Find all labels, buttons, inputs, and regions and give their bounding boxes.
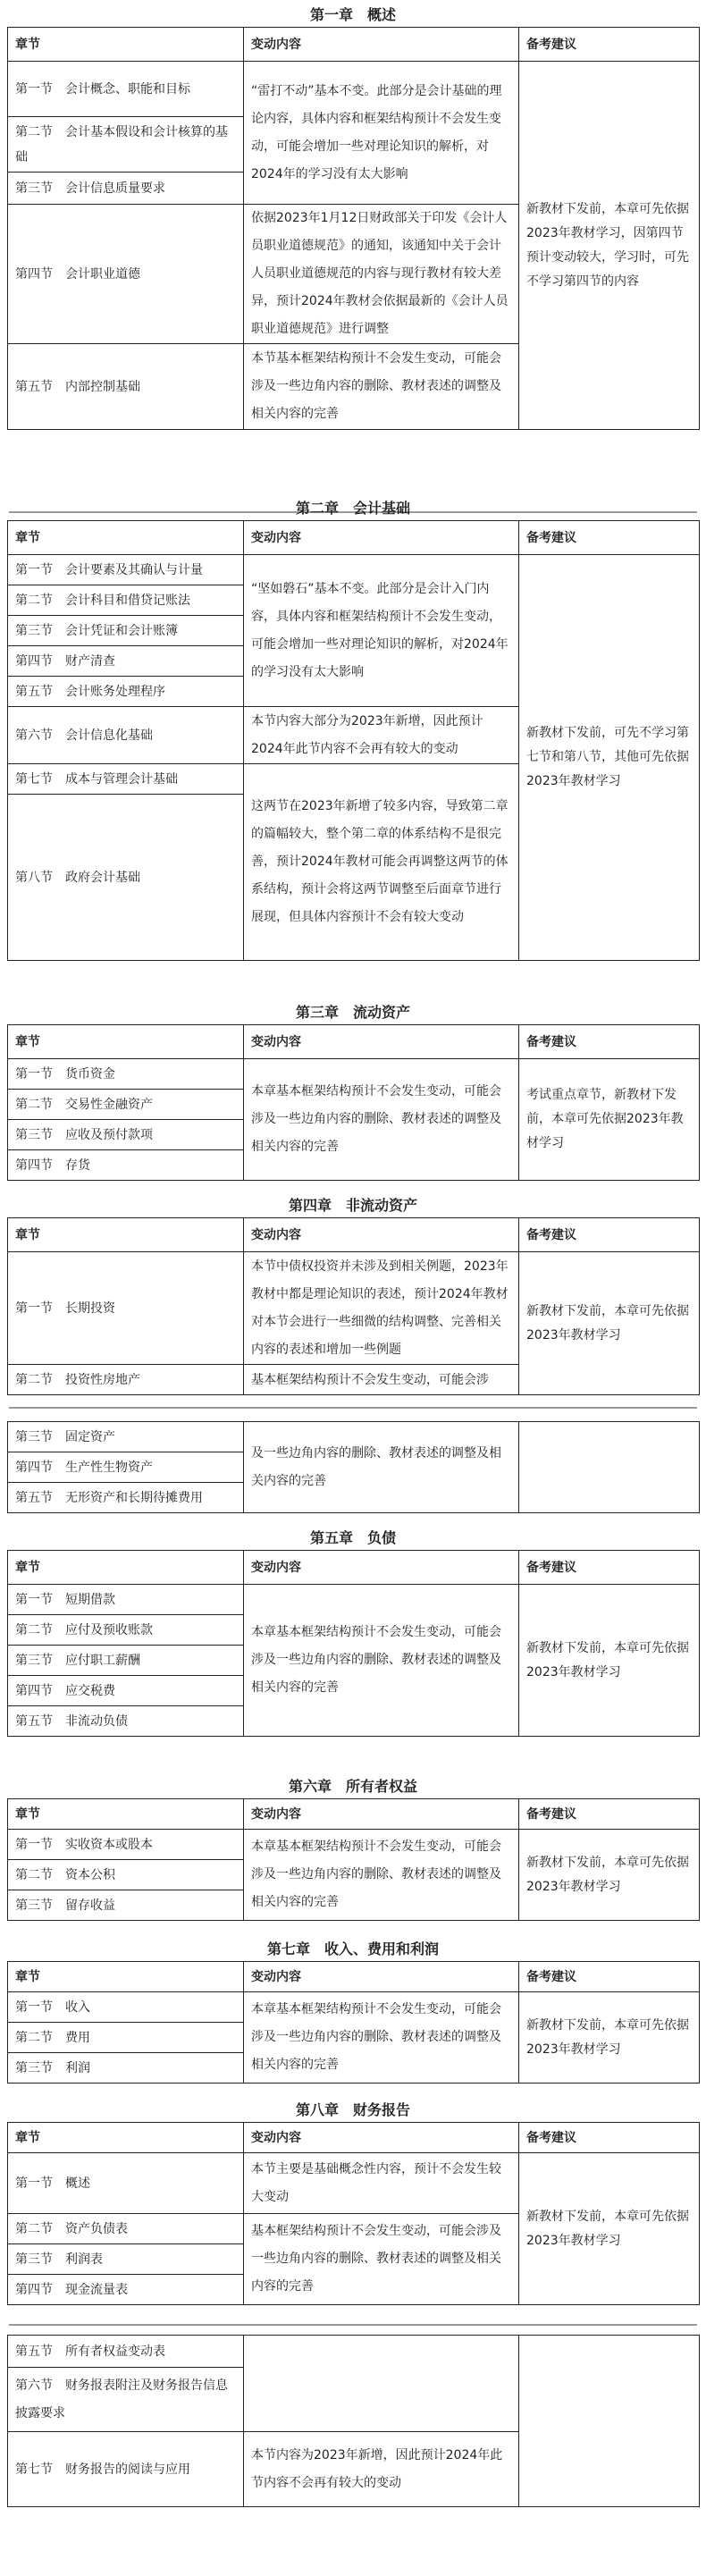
header-advice: 备考建议 bbox=[519, 521, 700, 555]
section-cell: 第三节 利润表 bbox=[8, 2244, 244, 2275]
section-cell: 第二节 投资性房地产 bbox=[8, 1365, 244, 1395]
change-cell: 本章基本框架结构预计不会发生变动，可能会涉及一些边角内容的删除、教材表述的调整及相关内容的完善 bbox=[244, 1059, 519, 1181]
advice-cell: 新教材下发前，本章可先依据2023年教材学习 bbox=[519, 1585, 700, 1737]
section-cell: 第五节 会计账务处理程序 bbox=[8, 677, 244, 707]
advice-cell: 新教材下发前，本章可先依据2023年教材学习 bbox=[519, 2153, 700, 2305]
chapter-4-table-part1 bbox=[7, 1217, 700, 1395]
section-cell: 第五节 内部控制基础 bbox=[8, 344, 244, 430]
page-separator bbox=[9, 1407, 697, 1409]
chapter-1-table bbox=[7, 27, 700, 430]
advice-cell: 新教材下发前，本章可先依据2023年教材学习 bbox=[519, 1252, 700, 1395]
chapter-5-title: 第五章 负债 bbox=[309, 1529, 396, 1546]
section-cell: 第五节 所有者权益变动表 bbox=[8, 2336, 244, 2368]
change-cell: 本章基本框架结构预计不会发生变动，可能会涉及一些边角内容的删除、教材表述的调整及相关内容的完善 bbox=[244, 1585, 519, 1737]
section-cell: 第二节 费用 bbox=[8, 2023, 244, 2053]
header-advice: 备考建议 bbox=[519, 28, 700, 62]
change-cell: 本节中债权投资并未涉及到相关例题，2023年教材中都是理论知识的表述，预计2024年教材对本节会进行一些细微的结构调整、完善相关内容的表述和增加一些例题 bbox=[244, 1252, 519, 1365]
header-advice: 备考建议 bbox=[519, 1551, 700, 1585]
chapter-8-table-part2 bbox=[7, 2335, 700, 2507]
chapter-3-table bbox=[7, 1024, 700, 1181]
header-section: 章节 bbox=[8, 1799, 244, 1830]
chapter-6-table bbox=[7, 1798, 700, 1921]
section-cell: 第七节 财务报告的阅读与应用 bbox=[8, 2432, 244, 2507]
section-cell: 第三节 留存收益 bbox=[8, 1890, 244, 1921]
page-separator bbox=[9, 2324, 697, 2326]
change-cell: 及一些边角内容的删除、教材表述的调整及相关内容的完善 bbox=[244, 1422, 519, 1513]
chapter-5-table bbox=[7, 1550, 700, 1737]
section-cell: 第三节 会计信息质量要求 bbox=[8, 173, 244, 205]
section-cell: 第二节 会计基本假设和会计核算的基础 bbox=[8, 117, 244, 173]
section-cell: 第四节 生产性生物资产 bbox=[8, 1452, 244, 1483]
section-cell: 第六节 财务报表附注及财务报告信息披露要求 bbox=[8, 2368, 244, 2432]
chapter-3-title: 第三章 流动资产 bbox=[295, 1004, 410, 1021]
section-cell: 第四节 应交税费 bbox=[8, 1676, 244, 1706]
header-change: 变动内容 bbox=[244, 1799, 519, 1830]
section-cell: 第三节 应收及预付款项 bbox=[8, 1120, 244, 1150]
section-cell: 第一节 会计要素及其确认与计量 bbox=[8, 555, 244, 585]
section-cell: 第二节 应付及预收账款 bbox=[8, 1615, 244, 1646]
header-section: 章节 bbox=[8, 521, 244, 555]
section-cell: 第四节 现金流量表 bbox=[8, 2275, 244, 2305]
change-cell: “坚如磐石”基本不变。此部分是会计入门内容，具体内容和框架结构预计不会发生变动，可能会增加一些对理论知识的解析，对2024年的学习没有太大影响 bbox=[244, 555, 519, 707]
chapter-8-table-part1 bbox=[7, 2122, 700, 2305]
change-cell: 本节基本框架结构预计不会发生变动，可能会涉及一些边角内容的删除、教材表述的调整及相关内容的完善 bbox=[244, 344, 519, 430]
section-cell: 第一节 会计概念、职能和目标 bbox=[8, 62, 244, 117]
header-section: 章节 bbox=[8, 2123, 244, 2153]
section-cell: 第四节 财产清查 bbox=[8, 646, 244, 677]
section-cell: 第四节 会计职业道德 bbox=[8, 205, 244, 344]
change-cell: 本章基本框架结构预计不会发生变动，可能会涉及一些边角内容的删除、教材表述的调整及相关内容的完善 bbox=[244, 1830, 519, 1921]
section-cell: 第二节 会计科目和借贷记账法 bbox=[8, 585, 244, 616]
section-cell: 第三节 固定资产 bbox=[8, 1422, 244, 1452]
header-advice: 备考建议 bbox=[519, 1962, 700, 1992]
change-cell: 本节内容为2023年新增，因此预计2024年此节内容不会再有较大的变动 bbox=[244, 2432, 519, 2507]
header-change: 变动内容 bbox=[244, 521, 519, 555]
section-cell: 第一节 货币资金 bbox=[8, 1059, 244, 1090]
section-cell: 第三节 应付职工薪酬 bbox=[8, 1646, 244, 1676]
chapter-4-title: 第四章 非流动资产 bbox=[288, 1197, 417, 1214]
section-cell: 第二节 资本公积 bbox=[8, 1860, 244, 1890]
advice-cell-empty bbox=[519, 1422, 700, 1513]
change-cell: 依据2023年1月12日财政部关于印发《会计人员职业道德规范》的通知，该通知中关于会计人员职业道德规范的内容与现行教材有较大差异，预计2024年教材会依据最新的《会计人员职业道德规范》进行调整 bbox=[244, 205, 519, 344]
change-cell: 基本框架结构预计不会发生变动，可能会涉及一些边角内容的删除、教材表述的调整及相关内容的完善 bbox=[244, 2214, 519, 2305]
chapter-8-title: 第八章 财务报告 bbox=[295, 2101, 410, 2118]
section-cell: 第一节 概述 bbox=[8, 2153, 244, 2214]
header-section: 章节 bbox=[8, 1551, 244, 1585]
section-cell: 第八节 政府会计基础 bbox=[8, 795, 244, 961]
change-cell: 这两节在2023年新增了较多内容，导致第二章的篇幅较大，整个第二章的体系结构不是很完善，预计2024年教材可能会再调整这两节的体系结构，预计会将这两节调整至后面章节进行展现，但具体内容预计不会有较大变动 bbox=[244, 764, 519, 961]
advice-cell: 新教材下发前，可先不学习第七节和第八节，其他可先依据2023年教材学习 bbox=[519, 555, 700, 961]
header-change: 变动内容 bbox=[244, 1218, 519, 1252]
section-cell: 第五节 非流动负债 bbox=[8, 1706, 244, 1737]
header-section: 章节 bbox=[8, 1025, 244, 1059]
header-change: 变动内容 bbox=[244, 1962, 519, 1992]
section-cell: 第一节 收入 bbox=[8, 1992, 244, 2023]
header-change: 变动内容 bbox=[244, 28, 519, 62]
advice-cell: 新教材下发前，本章可先依据2023年教材学习，因第四节预计变动较大，学习时，可先不学习第四节的内容 bbox=[519, 62, 700, 430]
section-cell: 第五节 无形资产和长期待摊费用 bbox=[8, 1483, 244, 1513]
section-cell: 第六节 会计信息化基础 bbox=[8, 707, 244, 764]
header-advice: 备考建议 bbox=[519, 2123, 700, 2153]
change-cell: 本节内容大部分为2023年新增，因此预计2024年此节内容不会再有较大的变动 bbox=[244, 707, 519, 764]
chapter-7-table bbox=[7, 1961, 700, 2084]
chapter-1-title: 第一章 概述 bbox=[309, 6, 396, 23]
section-cell: 第一节 长期投资 bbox=[8, 1252, 244, 1365]
header-change: 变动内容 bbox=[244, 1551, 519, 1585]
header-section: 章节 bbox=[8, 1962, 244, 1992]
change-cell: 基本框架结构预计不会发生变动，可能会涉 bbox=[244, 1365, 519, 1395]
section-cell: 第三节 会计凭证和会计账簿 bbox=[8, 616, 244, 646]
header-section: 章节 bbox=[8, 28, 244, 62]
section-cell: 第七节 成本与管理会计基础 bbox=[8, 764, 244, 795]
section-cell: 第四节 存货 bbox=[8, 1150, 244, 1181]
chapter-2-title: 第二章 会计基础 bbox=[295, 500, 410, 517]
change-cell: “雷打不动”基本不变。此部分是会计基础的理论内容，具体内容和框架结构预计不会发生变动，可能会增加一些对理论知识的解析，对2024年的学习没有太大影响 bbox=[244, 62, 519, 205]
chapter-7-title: 第七章 收入、费用和利润 bbox=[266, 1940, 439, 1957]
change-cell: 本节主要是基础概念性内容，预计不会发生较大变动 bbox=[244, 2153, 519, 2214]
header-advice: 备考建议 bbox=[519, 1025, 700, 1059]
section-cell: 第一节 实收资本或股本 bbox=[8, 1830, 244, 1860]
section-cell: 第二节 交易性金融资产 bbox=[8, 1090, 244, 1120]
chapter-6-title: 第六章 所有者权益 bbox=[288, 1778, 417, 1795]
section-cell: 第三节 利润 bbox=[8, 2053, 244, 2084]
change-cell: 本章基本框架结构预计不会发生变动，可能会涉及一些边角内容的删除、教材表述的调整及相关内容的完善 bbox=[244, 1992, 519, 2084]
advice-cell-empty bbox=[519, 2336, 700, 2507]
section-cell: 第一节 短期借款 bbox=[8, 1585, 244, 1615]
chapter-4-table-part2 bbox=[7, 1421, 700, 1513]
header-advice: 备考建议 bbox=[519, 1799, 700, 1830]
header-advice: 备考建议 bbox=[519, 1218, 700, 1252]
advice-cell: 新教材下发前，本章可先依据2023年教材学习 bbox=[519, 1830, 700, 1921]
header-change: 变动内容 bbox=[244, 2123, 519, 2153]
header-change: 变动内容 bbox=[244, 1025, 519, 1059]
chapter-2-table bbox=[7, 520, 700, 961]
advice-cell: 新教材下发前，本章可先依据2023年教材学习 bbox=[519, 1992, 700, 2084]
header-section: 章节 bbox=[8, 1218, 244, 1252]
change-cell-empty bbox=[244, 2336, 519, 2432]
advice-cell: 考试重点章节，新教材下发前，本章可先依据2023年教材学习 bbox=[519, 1059, 700, 1181]
section-cell: 第二节 资产负债表 bbox=[8, 2214, 244, 2244]
